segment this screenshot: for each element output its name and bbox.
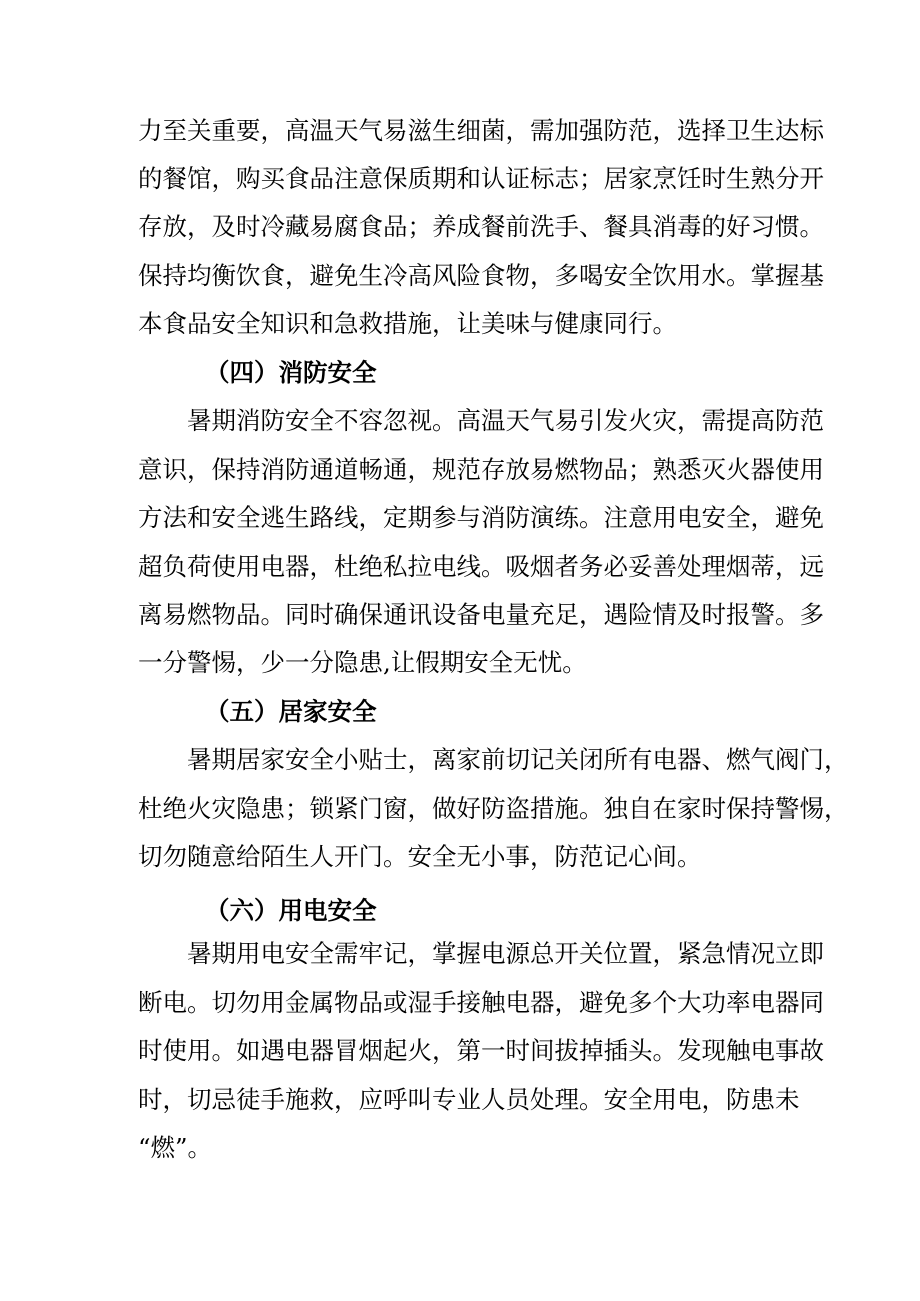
intro-line-1: 力至关重要，高温天气易滋生细菌，需加强防范，选择卫生达标 — [138, 116, 824, 145]
electrical-safety-line-5: “燃”。 — [138, 1133, 213, 1162]
electrical-safety-line-2: 断电。切勿用金属物品或湿手接触电器，避免多个大功率电器同 — [138, 988, 824, 1017]
fire-safety-line-2: 意识，保持消防通道畅通，规范存放易燃物品；熟悉灭火器使用 — [138, 455, 824, 484]
intro-line-4: 保持均衡饮食，避免生冷高风险食物，多喝安全饮用水。掌握基 — [138, 261, 824, 290]
section-heading-fire-safety: （四）消防安全 — [205, 358, 377, 387]
fire-safety-line-5: 离易燃物品。同时确保通讯设备电量充足，遇险情及时报警。多 — [138, 600, 824, 629]
electrical-safety-line-4: 时，切忌徒手施救，应呼叫专业人员处理。安全用电，防患未 — [138, 1085, 800, 1114]
fire-safety-line-6: 一分警惕，少一分隐患,让假期安全无忧。 — [138, 648, 587, 677]
intro-line-5: 本食品安全知识和急救措施，让美味与健康同行。 — [138, 309, 677, 338]
intro-line-2: 的餐馆，购买食品注意保质期和认证标志；居家烹饪时生熟分开 — [138, 164, 824, 193]
section-heading-electrical-safety: （六）用电安全 — [205, 896, 377, 925]
home-safety-line-2: 杜绝火灾隐患；锁紧门窗，做好防盗措施。独自在家时保持警惕， — [138, 794, 849, 823]
electrical-safety-line-3: 时使用。如遇电器冒烟起火，第一时间拔掉插头。发现触电事故 — [138, 1036, 824, 1065]
electrical-safety-line-1: 暑期用电安全需牢记，掌握电源总开关位置，紧急情况立即 — [187, 939, 824, 968]
section-heading-home-safety: （五）居家安全 — [205, 697, 377, 726]
fire-safety-line-1: 暑期消防安全不容忽视。高温天气易引发火灾，需提高防范 — [187, 406, 824, 435]
home-safety-line-3: 切勿随意给陌生人开门。安全无小事，防范记心间。 — [138, 842, 702, 871]
fire-safety-line-4: 超负荷使用电器，杜绝私拉电线。吸烟者务必妥善处理烟蒂，远 — [138, 552, 824, 581]
home-safety-line-1: 暑期居家安全小贴士，离家前切记关闭所有电器、燃气阀门， — [187, 745, 849, 774]
intro-line-3: 存放，及时冷藏易腐食品；养成餐前洗手、餐具消毒的好习惯。 — [138, 212, 824, 241]
fire-safety-line-3: 方法和安全逃生路线，定期参与消防演练。注意用电安全，避免 — [138, 503, 824, 532]
